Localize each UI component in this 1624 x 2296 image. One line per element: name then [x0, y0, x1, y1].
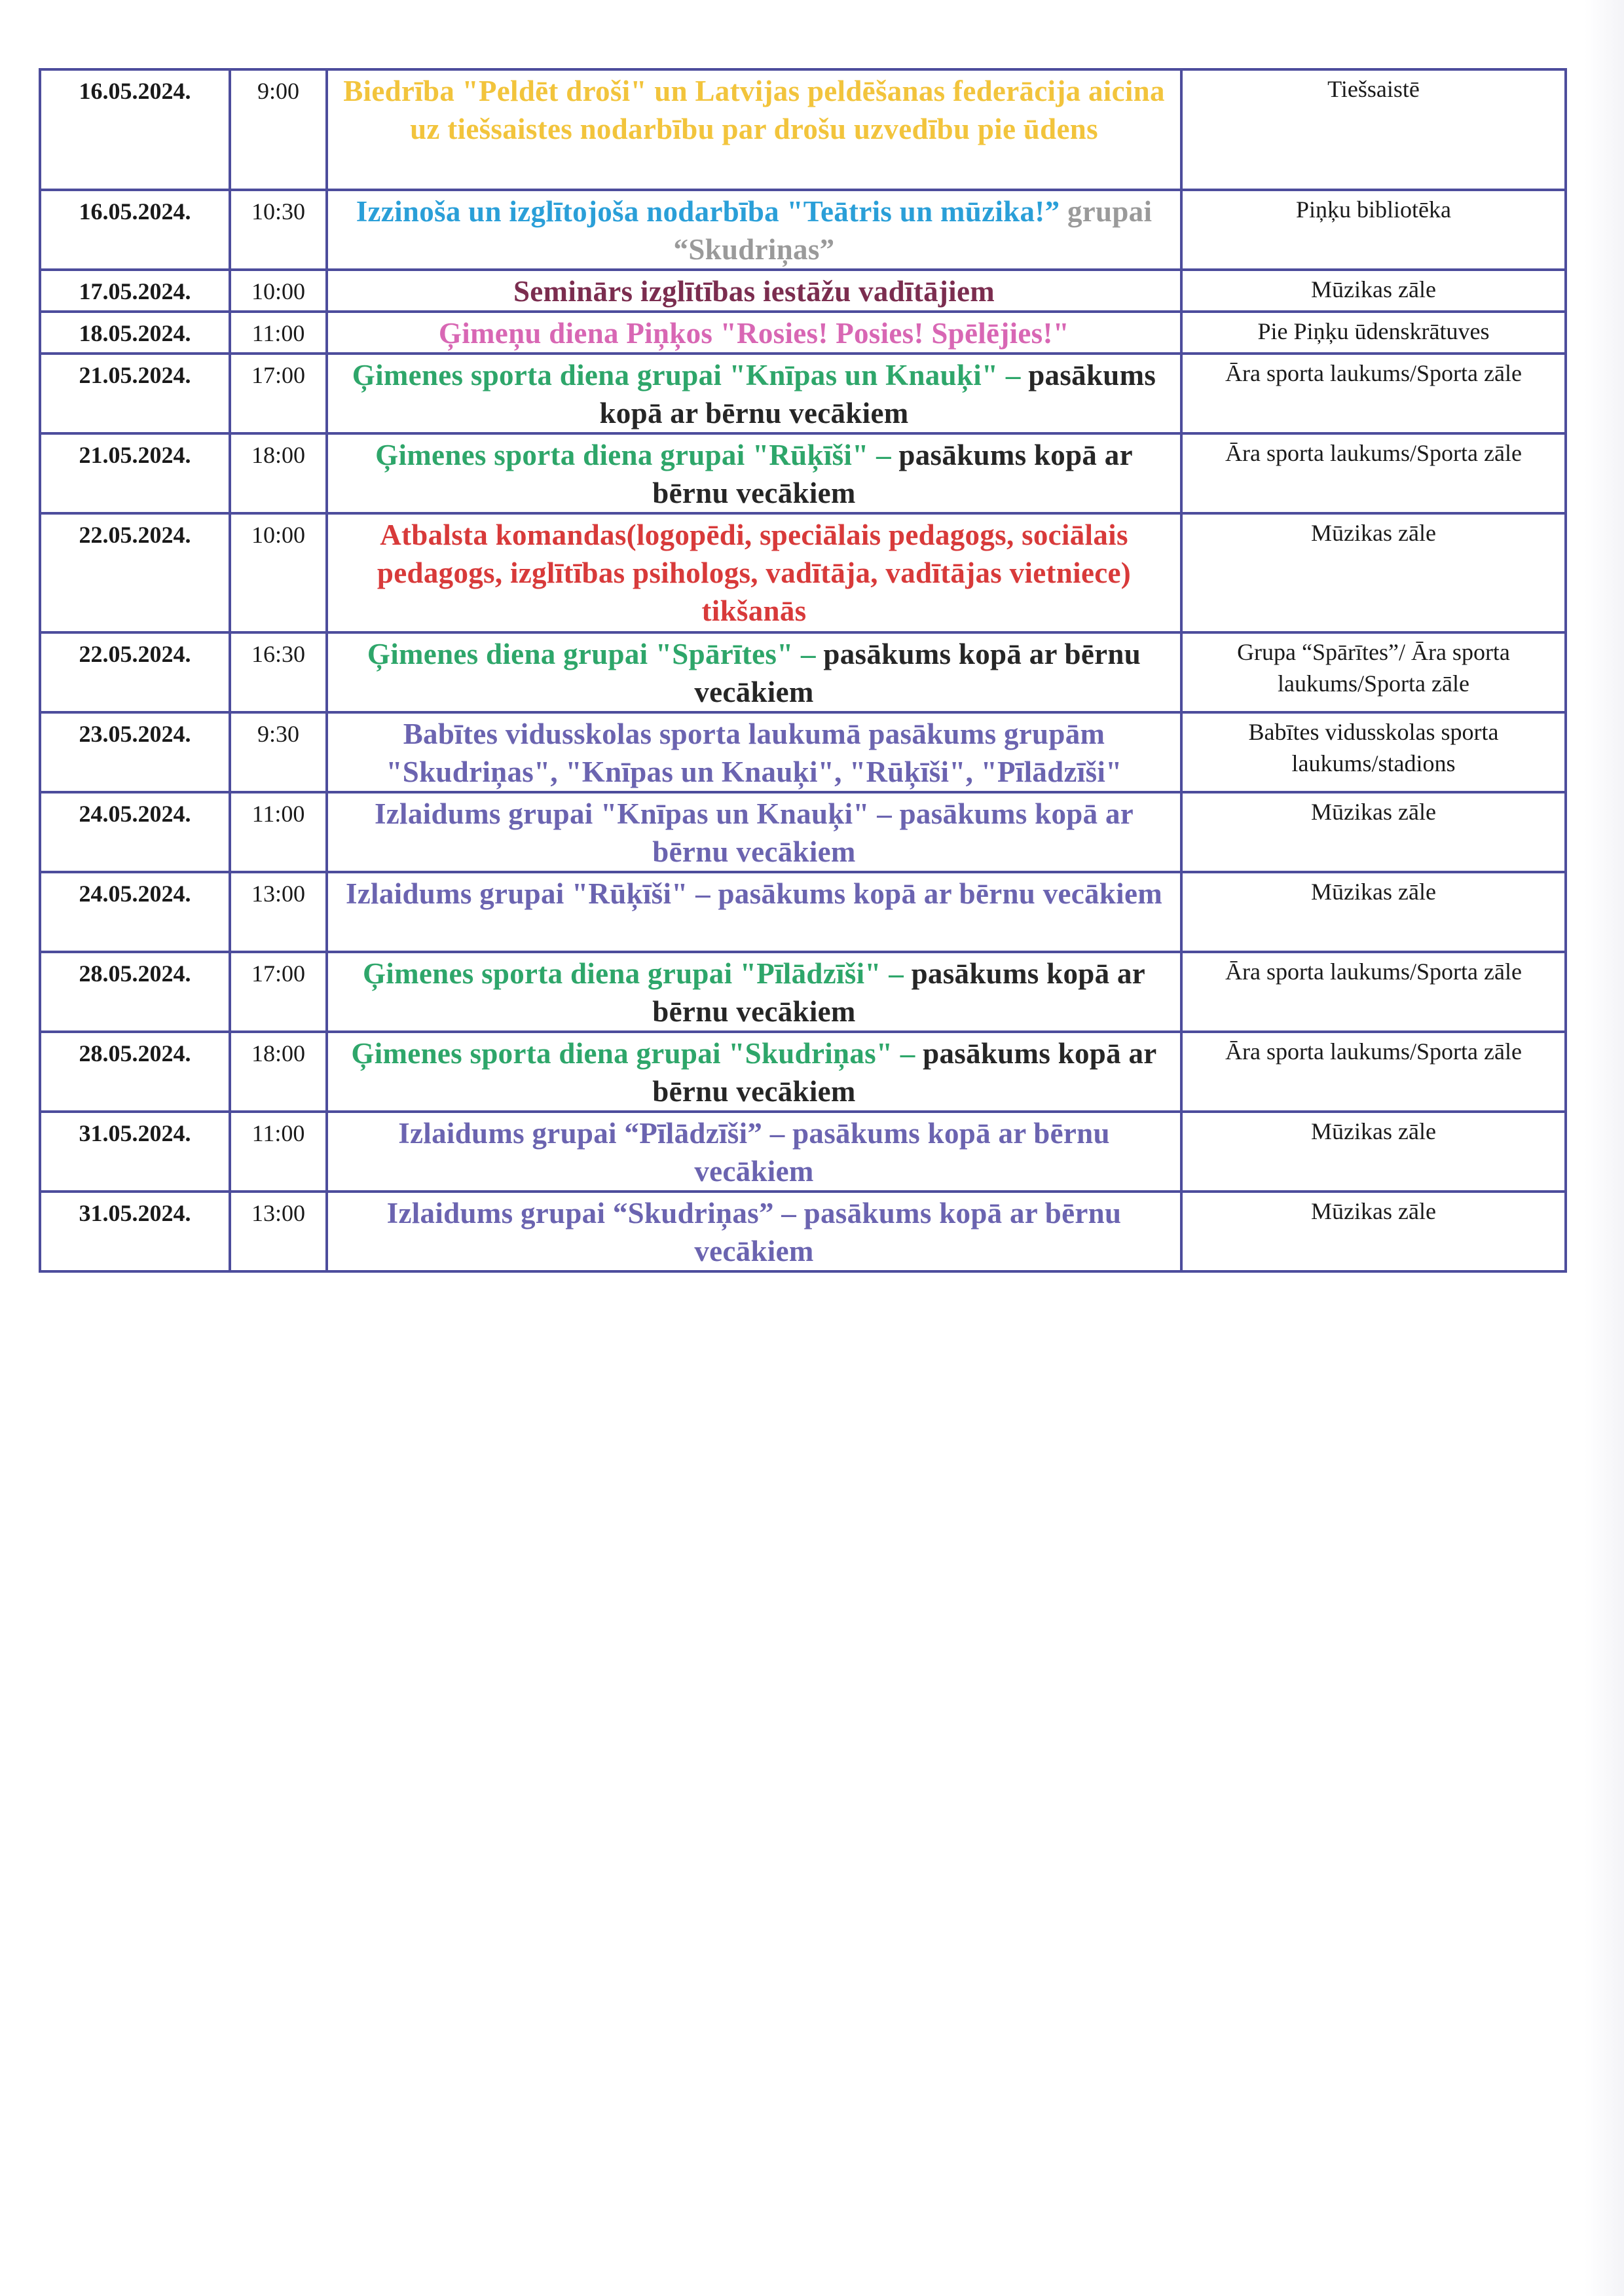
table-row — [40, 513, 1566, 632]
event-title-segment: Izlaidums grupai "Knīpas un Knauķi" – pasākums kopā ar bērnu vecākiem — [374, 797, 1134, 868]
event-time: 10:00 — [230, 270, 327, 312]
event-location: Āra sporta laukums/Sporta zāle — [1181, 1032, 1566, 1112]
event-title-segment: Ģimenes sporta diena grupai "Pīlādzīši" – — [362, 957, 904, 990]
event-title-segment: Biedrība "Peldēt droši" un Latvijas peldēšanas federācija aicina uz tiešsaistes nodarbību par drošu uzvedību pie ūdens — [343, 75, 1165, 145]
event-title — [327, 270, 1181, 312]
event-time: 11:00 — [230, 312, 327, 354]
event-time: 11:00 — [230, 792, 327, 872]
event-title — [327, 952, 1181, 1032]
event-location: Tiešsaistē — [1181, 69, 1566, 190]
event-title-segment: grupai “Skudriņas” — [673, 195, 1153, 266]
event-time: 9:00 — [230, 69, 327, 190]
schedule-table — [39, 68, 1567, 1273]
event-location: Piņķu bibliotēka — [1181, 190, 1566, 270]
event-title — [327, 632, 1181, 712]
event-time: 11:00 — [230, 1112, 327, 1192]
event-date: 21.05.2024. — [40, 433, 230, 513]
event-title-segment: Atbalsta komandas(logopēdi, speciālais pedagogs, sociālais pedagogs, izglītības psihologs, vadītāja, vadītājas vietniece) tikšanās — [377, 519, 1132, 627]
event-title — [327, 1192, 1181, 1271]
event-title-segment: pasākums kopā ar bērnu vecākiem — [652, 957, 1146, 1028]
event-title — [327, 354, 1181, 433]
table-row — [40, 1032, 1566, 1112]
table-row — [40, 69, 1566, 190]
event-time: 13:00 — [230, 872, 327, 952]
event-title-segment: Izlaidums grupai "Rūķīši" – pasākums kopā ar bērnu vecākiem — [345, 877, 1163, 910]
event-title-segment: Izlaidums grupai “Pīlādzīši” – pasākums kopā ar bērnu vecākiem — [398, 1117, 1110, 1188]
table-row — [40, 952, 1566, 1032]
event-title — [327, 712, 1181, 792]
event-time: 17:00 — [230, 952, 327, 1032]
event-time: 10:00 — [230, 513, 327, 632]
event-date: 28.05.2024. — [40, 1032, 230, 1112]
event-location: Pie Piņķu ūdenskrātuves — [1181, 312, 1566, 354]
event-location: Mūzikas zāle — [1181, 1192, 1566, 1271]
event-date: 18.05.2024. — [40, 312, 230, 354]
table-row — [40, 190, 1566, 270]
event-time: 18:00 — [230, 1032, 327, 1112]
table-row — [40, 872, 1566, 952]
event-title — [327, 1032, 1181, 1112]
table-row — [40, 712, 1566, 792]
event-title — [327, 312, 1181, 354]
table-row — [40, 270, 1566, 312]
event-location: Grupa “Spārītes”/ Āra sporta laukums/Sporta zāle — [1181, 632, 1566, 712]
event-location: Mūzikas zāle — [1181, 872, 1566, 952]
scan-edge-shading — [1585, 0, 1624, 2296]
event-date: 31.05.2024. — [40, 1112, 230, 1192]
event-location: Āra sporta laukums/Sporta zāle — [1181, 433, 1566, 513]
event-title-segment: Izlaidums grupai “Skudriņas” – pasākums kopā ar bērnu vecākiem — [386, 1197, 1122, 1267]
table-row — [40, 1112, 1566, 1192]
event-title-segment: pasākums kopā ar bērnu vecākiem — [652, 1037, 1157, 1108]
event-date: 17.05.2024. — [40, 270, 230, 312]
table-row — [40, 632, 1566, 712]
event-time: 10:30 — [230, 190, 327, 270]
event-date: 28.05.2024. — [40, 952, 230, 1032]
event-date: 22.05.2024. — [40, 513, 230, 632]
event-location: Mūzikas zāle — [1181, 513, 1566, 632]
event-location: Mūzikas zāle — [1181, 270, 1566, 312]
event-date: 16.05.2024. — [40, 190, 230, 270]
event-date: 31.05.2024. — [40, 1192, 230, 1271]
event-title — [327, 433, 1181, 513]
event-date: 23.05.2024. — [40, 712, 230, 792]
event-title-segment: pasākums kopā ar bērnu vecākiem — [652, 439, 1133, 509]
event-title-segment: Izzinoša un izglītojoša nodarbība "Teātris un mūzika!” — [356, 195, 1067, 228]
table-row — [40, 354, 1566, 433]
schedule-body — [40, 69, 1566, 1271]
event-date: 16.05.2024. — [40, 69, 230, 190]
event-location: Babītes vidusskolas sporta laukums/stadions — [1181, 712, 1566, 792]
event-date: 21.05.2024. — [40, 354, 230, 433]
event-title-segment: Ģimenes sporta diena grupai "Rūķīši" – — [375, 439, 891, 471]
event-title-segment: pasākums kopā ar bērnu vecākiem — [599, 359, 1156, 429]
event-title-segment: Ģimeņu diena Piņķos "Rosies! Posies! Spēlējies!" — [438, 317, 1070, 350]
table-row — [40, 312, 1566, 354]
event-time: 16:30 — [230, 632, 327, 712]
event-title — [327, 513, 1181, 632]
event-time: 18:00 — [230, 433, 327, 513]
table-row — [40, 433, 1566, 513]
event-location: Āra sporta laukums/Sporta zāle — [1181, 354, 1566, 433]
event-location: Mūzikas zāle — [1181, 792, 1566, 872]
table-row — [40, 792, 1566, 872]
event-title-segment: pasākums kopā ar bērnu vecākiem — [694, 638, 1141, 708]
event-time: 17:00 — [230, 354, 327, 433]
event-title-segment: Babītes vidusskolas sporta laukumā pasākums grupām "Skudriņas", "Knīpas un Knauķi", "Rūķīši", "Pīlādzīši" — [386, 718, 1122, 788]
event-location: Mūzikas zāle — [1181, 1112, 1566, 1192]
event-time: 9:30 — [230, 712, 327, 792]
event-title — [327, 1112, 1181, 1192]
event-title-segment: Ģimenes sporta diena grupai "Knīpas un Knauķi" – — [352, 359, 1021, 392]
event-title-segment: Ģimenes diena grupai "Spārītes" – — [367, 638, 816, 670]
event-date: 22.05.2024. — [40, 632, 230, 712]
event-title — [327, 792, 1181, 872]
event-title-segment: Seminārs izglītības iestāžu vadītājiem — [513, 275, 995, 308]
event-date: 24.05.2024. — [40, 792, 230, 872]
event-title-segment: Ģimenes sporta diena grupai "Skudriņas" – — [351, 1037, 915, 1070]
event-time: 13:00 — [230, 1192, 327, 1271]
event-location: Āra sporta laukums/Sporta zāle — [1181, 952, 1566, 1032]
event-date: 24.05.2024. — [40, 872, 230, 952]
table-row — [40, 1192, 1566, 1271]
event-title — [327, 69, 1181, 190]
event-title — [327, 190, 1181, 270]
event-title — [327, 872, 1181, 952]
